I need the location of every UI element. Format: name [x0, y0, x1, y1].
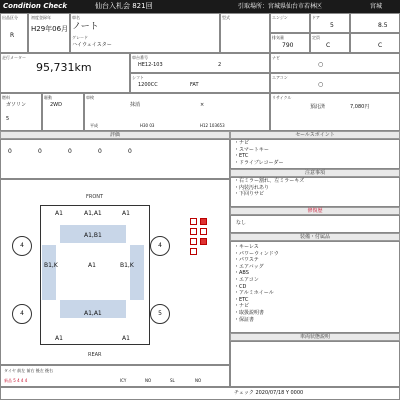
era-value: 平成	[90, 123, 98, 128]
nav-label: ナビ	[272, 55, 280, 60]
equip-1: ・パワーウィンドウ	[234, 250, 279, 257]
wd-value: 2WD	[50, 102, 62, 108]
right-windows	[130, 245, 144, 300]
point-2: ・ETC	[234, 153, 249, 160]
tire-fl: 4	[12, 236, 32, 256]
repair-text: なし	[236, 220, 247, 226]
mark-5: A1,A1	[84, 310, 102, 317]
pickup-location: 引取場所：宮城県仙台市若林区	[238, 3, 323, 10]
auction-title: 仙台入札会 821回	[95, 2, 153, 10]
eval-cell-4: 0	[128, 148, 132, 155]
caution-header: 注意事項	[230, 169, 400, 177]
name-label: 車名	[72, 15, 80, 20]
eval-box	[0, 139, 230, 179]
eval-cell-2: 0	[68, 148, 72, 155]
inspect-box	[84, 93, 270, 131]
wd-label: 駆動	[44, 95, 52, 100]
stamp-bar	[0, 387, 400, 400]
equip-5: ・エアコン	[234, 276, 259, 283]
legend-box-4	[190, 238, 197, 245]
rear-label: REAR	[88, 352, 102, 358]
inspect-value: 抹消	[130, 102, 141, 108]
fuel-value: ガソリン	[6, 102, 27, 108]
eval-header: 評価	[0, 131, 230, 139]
mark-0: A1	[55, 210, 63, 217]
doors-value: 5	[330, 22, 334, 29]
point-1: ・スマートキー	[234, 146, 269, 153]
tire-header: タイヤ 前左 前右 後左 後右	[4, 368, 54, 373]
year-label: 初度登録年	[31, 15, 51, 20]
ac-label: エアコン	[272, 75, 288, 80]
shift-label: シフト	[132, 75, 144, 80]
mark-7: A1	[122, 335, 130, 342]
frame-label: 車台番号	[132, 55, 148, 60]
repair-header: 修復歴	[230, 207, 400, 215]
mark-8: A1	[122, 210, 130, 217]
equip-6: ・CD	[234, 283, 247, 290]
eval-cell-3: 0	[98, 148, 102, 155]
equip-2: ・パワステ	[234, 257, 259, 264]
equip-10: ・取扱説明書	[234, 309, 265, 316]
equip-4: ・ABS	[234, 270, 249, 277]
seats-value-2: C	[378, 42, 383, 49]
foot-n1: ICY	[120, 378, 127, 383]
tire-values: 新品 5 4 4 4	[4, 378, 28, 383]
eval-cell-0: 0	[8, 148, 12, 155]
blank-box	[350, 33, 400, 53]
app-title: Condition Check	[3, 2, 67, 10]
nav-value: ○	[318, 61, 324, 68]
nav-box	[270, 53, 400, 73]
seats-label: 定員	[312, 35, 320, 40]
foot-n4: NO	[195, 378, 202, 383]
legend-box-5	[200, 238, 207, 245]
equip-11: ・保証書	[234, 316, 255, 323]
left-windows	[42, 245, 56, 300]
engine-val-box	[350, 13, 400, 33]
points-list	[234, 140, 284, 166]
recycle-fee: 7,080円	[350, 104, 370, 110]
caution-2: ・下回りサビ	[234, 191, 265, 198]
eval-cell-1: 0	[38, 148, 42, 155]
equip-8: ・ETC	[234, 296, 249, 303]
date-value: H30 03	[140, 123, 155, 128]
code-value: H12 103653	[200, 123, 225, 128]
tire-rr: 5	[150, 304, 170, 324]
mileage-label: 走行メーター	[2, 55, 26, 60]
model-label: 型式	[222, 15, 230, 20]
cc-label: 排気量	[272, 35, 284, 40]
header-bar	[0, 0, 400, 13]
legend-box-3	[200, 228, 207, 235]
ac-value: ○	[318, 81, 324, 88]
legend-box-0	[190, 218, 197, 225]
tire-fr: 4	[150, 236, 170, 256]
legend-box-2	[190, 228, 197, 235]
grade-label: グレード	[72, 35, 88, 40]
doors-label: ドア	[312, 15, 320, 20]
recycle-value: 預託済	[310, 104, 326, 110]
name-value: ノート	[72, 22, 99, 32]
ac-box	[270, 73, 400, 93]
mark-3: B1,K	[44, 262, 58, 269]
mark-6: A1	[55, 335, 63, 342]
foot-n3: SL	[170, 378, 175, 383]
engine-value: 8.5	[378, 22, 388, 29]
shift-value: FAT	[190, 82, 199, 88]
points-header: セールスポイント	[230, 131, 400, 139]
foot-n2: NO	[145, 378, 152, 383]
mark-4: B1,K	[120, 262, 134, 269]
kiji-header: 車両状態説明	[230, 333, 400, 341]
frame-value: HE12-103	[138, 62, 163, 68]
point-3: ・ドライブレコーダー	[234, 159, 284, 166]
n5-value: 5	[6, 116, 10, 122]
seats-value: C	[326, 42, 331, 49]
tire-rl: 4	[12, 304, 32, 324]
mark-1: A1,A1	[84, 210, 102, 217]
equip-9: ・ナビ	[234, 303, 250, 310]
caution-1: ・内装汚れあり	[234, 184, 270, 191]
rank-label: 出品区分	[2, 15, 18, 20]
recycle-label: リサイクル	[272, 95, 292, 100]
front-label: FRONT	[86, 194, 104, 200]
rank-value: R	[10, 32, 15, 39]
point-0: ・ナビ	[234, 140, 250, 146]
cc-value: 790	[282, 42, 294, 49]
color-value: 2	[218, 62, 222, 68]
fuel-label: 燃料	[2, 95, 10, 100]
year-value: H29年06月	[31, 25, 69, 33]
equip-7: ・アルミホイール	[234, 290, 274, 297]
mark-9: A1	[88, 262, 96, 269]
engine-label: エンジン	[272, 15, 288, 20]
equip-header: 装備・付属品	[230, 233, 400, 241]
caution-list	[234, 178, 304, 198]
caution-0: ・右ミラー割れ、左ミラーキズ	[234, 178, 305, 184]
grade-value: ハイウェイスター	[72, 42, 112, 48]
sub-value: 1200CC	[138, 82, 158, 88]
legend-box-1	[200, 218, 207, 225]
region: 宮城	[370, 3, 383, 10]
inspect-label: 車検	[86, 95, 94, 100]
repair-box	[230, 215, 400, 233]
x-value: ×	[200, 102, 205, 108]
equip-3: ・エアバッグ	[234, 263, 264, 270]
equip-list	[234, 244, 279, 323]
check-stamp: チェック 2020/07/18 Y 0000	[234, 390, 304, 396]
equip-0: ・キーレス	[234, 244, 259, 250]
mileage-value: 95,731km	[36, 61, 92, 74]
legend-box-6	[190, 248, 197, 255]
mark-2: A1,B1	[84, 232, 102, 239]
kiji-box	[230, 341, 400, 387]
